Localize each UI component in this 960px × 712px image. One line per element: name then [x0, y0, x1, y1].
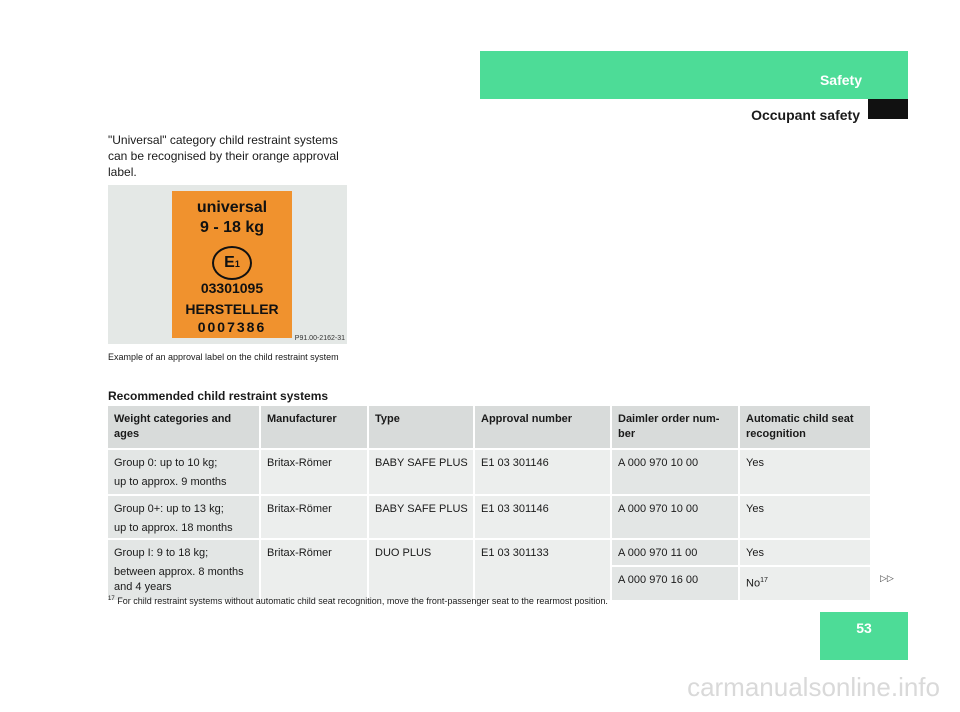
weight-age: up to approx. 9 months: [114, 476, 227, 488]
table-cell-type: BABY SAFE PLUS: [369, 450, 473, 494]
footnote: [108, 594, 608, 607]
table-cell-order: A 000 970 16 00: [612, 567, 738, 600]
table-cell-manufacturer: Britax-Römer: [261, 450, 367, 494]
continue-arrow-icon: ▷▷: [880, 573, 894, 583]
orange-approval-label: [172, 191, 292, 338]
weight-age: between approx. 8 months and 4 years: [114, 566, 244, 593]
weight-group: Group 0: up to 10 kg;: [114, 457, 218, 469]
table-cell-order: A 000 970 10 00: [612, 450, 738, 494]
restraint-table: [108, 406, 860, 600]
table-cell-weight: [108, 496, 259, 538]
footnote-number: 17: [108, 596, 115, 602]
table-cell-recognition: [740, 567, 870, 600]
header-approval: Approval number: [475, 406, 610, 448]
header-type: Type: [369, 406, 473, 448]
label-approval-code: 03301095: [200, 280, 264, 296]
label-serial: 0007386: [197, 319, 267, 335]
label-weight-range: 9 - 18 kg: [199, 219, 265, 236]
recognition-value: No: [746, 577, 761, 590]
table-cell-manufacturer: Britax-Römer: [261, 540, 367, 600]
label-word: universal: [196, 199, 268, 216]
approval-mark: [212, 246, 252, 280]
table-cell-approval: E1 03 301146: [475, 450, 610, 494]
section-title: Safety: [819, 72, 862, 88]
table-cell-weight: [108, 540, 259, 600]
subsection-title: Occupant safety: [751, 107, 860, 123]
section-marker: [868, 99, 908, 119]
header-manufacturer: Manufacturer: [261, 406, 367, 448]
table-cell-manufacturer: Britax-Römer: [261, 496, 367, 538]
header-order: Daimler order num-ber: [612, 406, 738, 448]
weight-group: Group I: 9 to 18 kg;: [114, 547, 209, 559]
table-cell-approval: E1 03 301133: [475, 540, 610, 600]
weight-group: Group 0+: up to 13 kg;: [114, 503, 224, 515]
table-cell-approval: E1 03 301146: [475, 496, 610, 538]
approval-mark-letter: E: [224, 254, 235, 271]
table-cell-order: A 000 970 10 00: [612, 496, 738, 538]
table-heading: Recommended child restraint systems: [108, 389, 329, 403]
table-cell-type: BABY SAFE PLUS: [369, 496, 473, 538]
table-cell-recognition: Yes: [740, 450, 870, 494]
weight-age: up to approx. 18 months: [114, 522, 233, 534]
label-maker: HERSTELLER: [185, 301, 279, 317]
table-cell-recognition: Yes: [740, 496, 870, 538]
table-cell-recognition: Yes: [740, 540, 870, 565]
header-recognition: Automatic child seat recognition: [740, 406, 870, 448]
watermark: carmanualsonline.info: [687, 672, 940, 702]
footnote-ref: 17: [760, 577, 768, 584]
footnote-text: For child restraint systems without automatic child seat recognition, move the front-passenger seat to the rearmost position.: [117, 596, 608, 606]
table-cell-type: DUO PLUS: [369, 540, 473, 600]
approval-mark-number: 1: [234, 259, 240, 269]
photo-reference: P91.00-2162-31: [294, 335, 345, 342]
photo-caption: Example of an approval label on the child restraint system: [108, 352, 339, 362]
table-cell-weight: [108, 450, 259, 494]
header-weight: Weight categories and ages: [108, 406, 259, 448]
table-cell-order: A 000 970 11 00: [612, 540, 738, 565]
page-number: 53: [820, 612, 908, 660]
intro-paragraph: "Universal" category child restraint systems can be recognised by their orange approval label.: [108, 133, 339, 179]
approval-label-photo: [108, 185, 347, 344]
